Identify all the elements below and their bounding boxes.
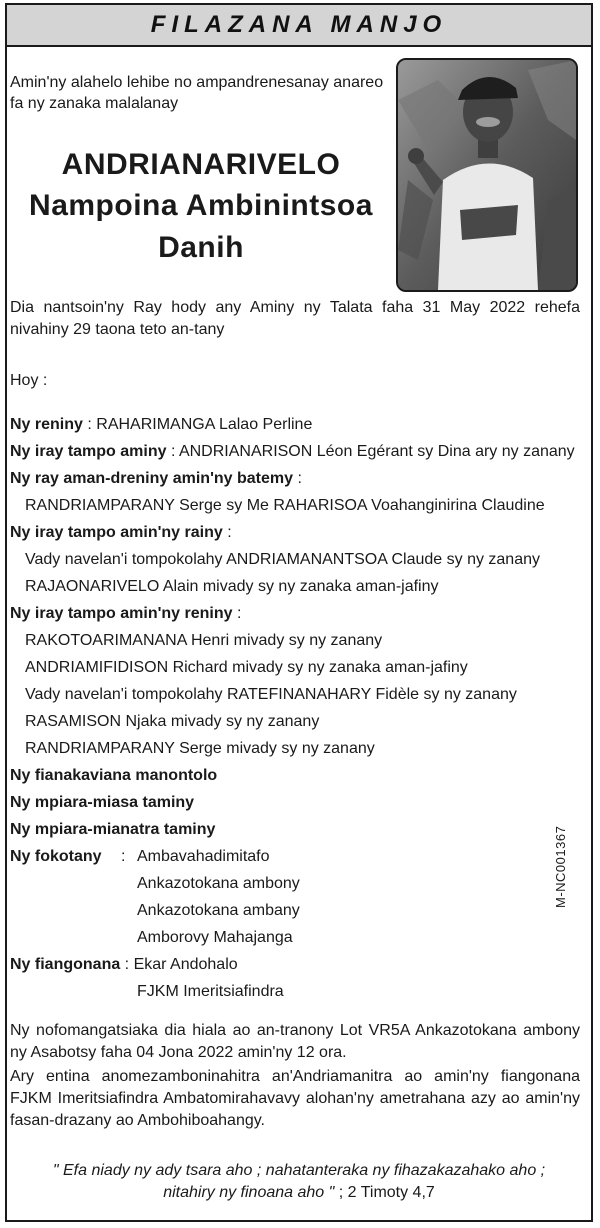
- church-line: [10, 952, 238, 978]
- list-item: RASAMISON Njaka mivady sy ny zanany: [25, 713, 320, 730]
- inlaws-label: Ny ray aman-dreniny amin'ny batemy: [10, 470, 294, 487]
- scripture-quote: [7, 1160, 591, 1204]
- quote-line-1: " Efa niady ny ady tsara aho ; nahatanteraka ny fihazakazahako aho ;: [52, 1162, 546, 1179]
- list-item: Amborovy Mahajanga: [137, 929, 293, 946]
- quote-reference: ; 2 Timoty 4,7: [334, 1184, 435, 1201]
- church-first: Ekar Andohalo: [133, 956, 238, 973]
- intro-text: Amin'ny alahelo lehibe no ampandrenesanay anareo fa ny zanaka malalanay: [10, 74, 384, 112]
- mother-side-label: Ny iray tampo amin'ny reniny: [10, 605, 233, 622]
- list-item: Vady navelan'i tompokolahy RATEFINANAHARY Fidèle sy ny zanany: [25, 686, 517, 703]
- church-label: Ny fiangonana: [10, 956, 121, 973]
- father-side-label: Ny iray tampo amin'ny rainy: [10, 524, 223, 541]
- death-announcement: Dia nantsoin'ny Ray hody any Aminy ny Talata faha 31 May 2022 rehefa nivahiny 29 taona teto an-tany: [10, 299, 580, 338]
- list-item: RAKOTOARIMANANA Henri mivady sy ny zanany: [25, 632, 383, 649]
- siblings-label: Ny iray tampo aminy: [10, 443, 167, 460]
- list-item: RANDRIAMPARANY Serge mivady sy ny zanany: [25, 740, 375, 757]
- relatives-line: Ny fianakaviana manontolo: [10, 767, 218, 784]
- siblings-line: [10, 439, 575, 465]
- header-banner: [7, 5, 591, 47]
- deceased-given-names: Nampoina Ambinintsoa: [29, 189, 373, 222]
- mother-label: Ny reniny: [10, 416, 83, 433]
- mother-side-line: [10, 601, 241, 627]
- list-item: Ankazotokana ambony: [137, 875, 300, 892]
- portrait-image: [398, 60, 576, 290]
- siblings-value: : ANDRIANARISON Léon Egérant sy Dina ary ny zanany: [166, 443, 575, 460]
- funeral-service-notice: Ary entina anomezamboninahitra an'Andriamanitra ao amin'ny fiangonana FJKM Imeritsiafindra Ambatomirahavavy alohan'ny ametrahana azy ao amin'ny fasan-drazany ao Ambohiboahangy.: [10, 1068, 580, 1129]
- list-item: Vady navelan'i tompokolahy ANDRIAMANANTSOA Claude sy ny zanany: [25, 551, 540, 568]
- fokotany-label: Ny fokotany: [10, 848, 102, 865]
- inlaws-colon: :: [293, 470, 302, 487]
- list-item: FJKM Imeritsiafindra: [137, 983, 284, 1000]
- list-item: Ambavahadimitafo: [137, 848, 270, 865]
- church-colon: :: [120, 956, 134, 973]
- deceased-surname: ANDRIANARIVELO: [61, 148, 341, 181]
- mother-line: [10, 412, 312, 438]
- list-item: Ankazotokana ambany: [137, 902, 300, 919]
- list-item: ANDRIAMIFIDISON Richard mivady sy ny zanaka aman-jafiny: [25, 659, 468, 676]
- father-side-colon: :: [222, 524, 232, 541]
- classmates-line: Ny mpiara-mianatra taminy: [10, 821, 216, 838]
- quote-line-2: [7, 1182, 591, 1204]
- fokotany-colon: :: [121, 848, 126, 865]
- housemates-line: Ny mpiara-miasa taminy: [10, 794, 195, 811]
- inlaws-value: RANDRIAMPARANY Serge sy Me RAHARISOA Voahanginirina Claudine: [25, 497, 545, 514]
- inlaws-line: [10, 466, 302, 492]
- deceased-photo: [396, 58, 578, 292]
- mother-value: : RAHARIMANGA Lalao Perline: [82, 416, 313, 433]
- quote-line-2-text: nitahiry ny finoana aho ": [163, 1184, 335, 1201]
- list-item: RAJAONARIVELO Alain mivady sy ny zanaka aman-jafiny: [25, 578, 439, 595]
- reference-code: M-NC001367: [553, 825, 568, 908]
- father-side-line: [10, 520, 232, 546]
- notice-title: FILAZANA MANJO: [150, 11, 448, 38]
- deceased-nickname: Danih: [158, 231, 244, 264]
- obituary-notice: [5, 3, 593, 1222]
- funeral-departure-notice: Ny nofomangatsiaka dia hiala ao an-tranony Lot VR5A Ankazotokana ambony ny Asabotsy faha 04 Jona 2022 amin'ny 12 ora.: [10, 1022, 580, 1061]
- hoy-label: Hoy :: [10, 372, 48, 389]
- mother-side-colon: :: [232, 605, 242, 622]
